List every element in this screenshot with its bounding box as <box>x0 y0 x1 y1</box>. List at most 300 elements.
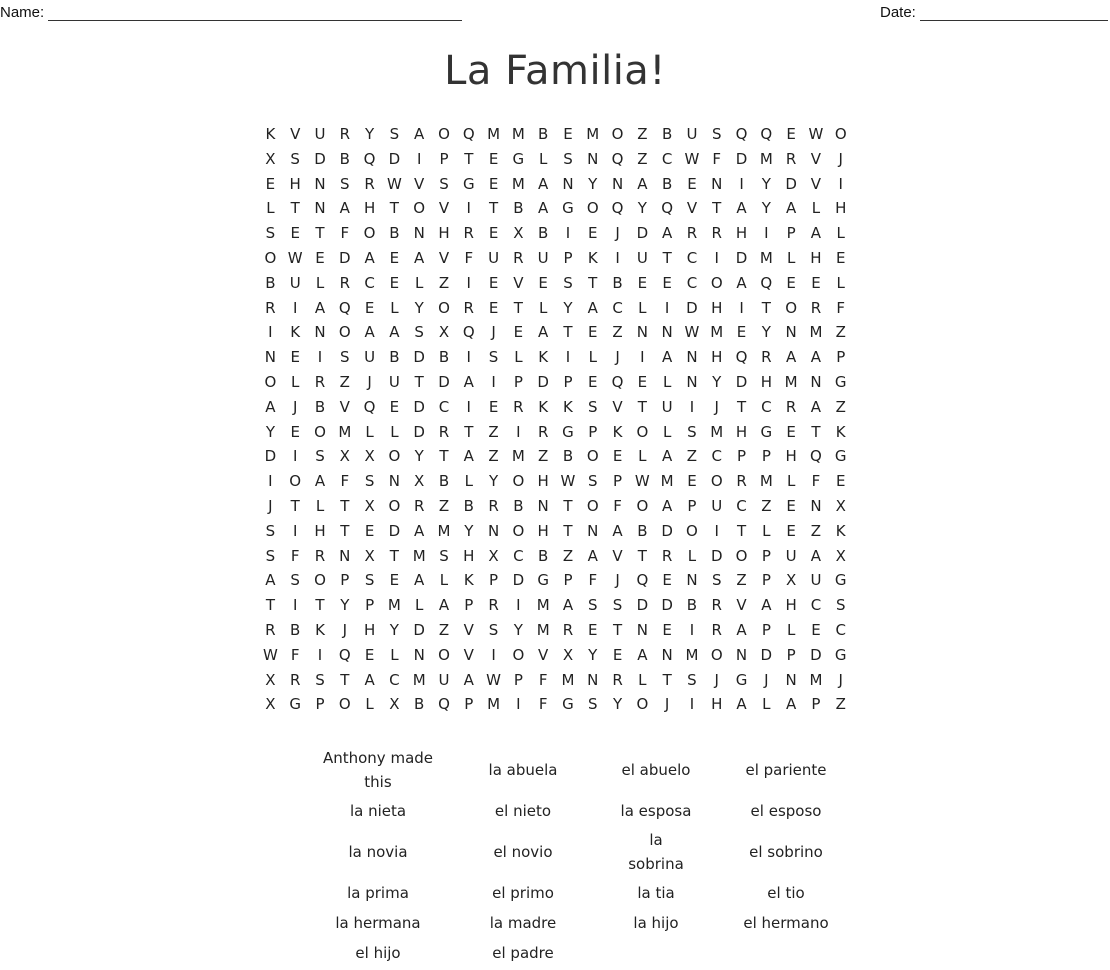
grid-letter-cell[interactable]: M <box>759 472 773 491</box>
grid-letter-cell[interactable]: K <box>290 323 301 342</box>
grid-letter-cell[interactable]: B <box>612 273 623 292</box>
grid-letter-cell[interactable]: E <box>588 224 598 243</box>
grid-letter-cell[interactable]: T <box>464 149 474 168</box>
grid-letter-cell[interactable]: G <box>760 422 773 441</box>
grid-letter-cell[interactable]: H <box>711 348 723 367</box>
grid-letter-cell[interactable]: T <box>414 372 424 391</box>
grid-letter-cell[interactable]: O <box>686 521 698 540</box>
grid-letter-cell[interactable]: D <box>735 149 748 168</box>
grid-letter-cell[interactable]: G <box>562 199 574 218</box>
grid-letter-cell[interactable]: R <box>364 174 375 193</box>
grid-letter-cell[interactable]: D <box>314 149 326 168</box>
grid-letter-cell[interactable]: Q <box>611 372 624 391</box>
grid-letter-cell[interactable]: E <box>588 620 598 639</box>
grid-letter-cell[interactable]: S <box>711 125 722 143</box>
grid-letter-cell[interactable]: P <box>489 571 499 590</box>
grid-letter-cell[interactable]: N <box>636 323 648 342</box>
grid-letter-cell[interactable]: T <box>290 199 300 218</box>
grid-letter-cell[interactable]: A <box>463 372 474 391</box>
grid-letter-cell[interactable]: L <box>638 298 647 317</box>
grid-letter-cell[interactable]: F <box>538 670 548 689</box>
grid-letter-cell[interactable]: B <box>438 348 450 367</box>
grid-letter-cell[interactable]: O <box>586 199 599 218</box>
grid-letter-cell[interactable]: Z <box>488 447 499 466</box>
grid-letter-cell[interactable]: M <box>710 323 724 342</box>
grid-letter-cell[interactable]: E <box>563 125 573 143</box>
grid-letter-cell[interactable]: I <box>764 224 769 243</box>
grid-letter-cell[interactable]: L <box>415 596 424 615</box>
grid-letter-cell[interactable]: J <box>268 496 273 515</box>
grid-letter-cell[interactable]: G <box>735 670 748 689</box>
grid-letter-cell[interactable]: O <box>735 546 748 565</box>
grid-letter-cell[interactable]: H <box>363 620 376 639</box>
grid-letter-cell[interactable]: I <box>292 521 298 540</box>
grid-letter-cell[interactable]: X <box>265 695 276 714</box>
grid-letter-cell[interactable]: J <box>714 670 719 689</box>
grid-letter-cell[interactable]: I <box>292 298 298 317</box>
grid-letter-cell[interactable]: O <box>388 447 401 466</box>
grid-letter-cell[interactable]: Q <box>363 397 376 416</box>
grid-letter-cell[interactable]: Q <box>735 348 748 367</box>
grid-letter-cell[interactable]: H <box>537 521 549 540</box>
grid-letter-cell[interactable]: X <box>265 149 276 168</box>
grid-letter-cell[interactable]: I <box>689 397 695 416</box>
grid-letter-cell[interactable]: H <box>711 298 723 317</box>
grid-letter-cell[interactable]: H <box>289 174 301 193</box>
grid-letter-cell[interactable]: D <box>785 174 797 193</box>
grid-letter-cell[interactable]: A <box>637 174 648 193</box>
grid-letter-cell[interactable]: E <box>315 248 325 267</box>
grid-letter-cell[interactable]: R <box>289 670 301 689</box>
grid-letter-cell[interactable]: P <box>786 645 796 664</box>
grid-letter-cell[interactable]: V <box>290 125 301 143</box>
grid-letter-cell[interactable]: I <box>664 298 670 317</box>
grid-letter-cell[interactable]: E <box>389 273 400 292</box>
grid-letter-cell[interactable]: S <box>265 546 276 565</box>
grid-letter-cell[interactable]: V <box>463 620 474 639</box>
grid-letter-cell[interactable]: G <box>289 695 301 714</box>
grid-letter-cell[interactable]: K <box>315 620 325 639</box>
grid-letter-cell[interactable]: I <box>466 397 471 416</box>
grid-letter-cell[interactable]: S <box>563 149 573 168</box>
grid-letter-cell[interactable]: F <box>613 496 622 515</box>
grid-letter-cell[interactable]: F <box>464 248 474 267</box>
grid-letter-cell[interactable]: A <box>810 224 822 243</box>
grid-letter-cell[interactable]: J <box>615 224 620 243</box>
grid-letter-cell[interactable]: I <box>268 323 273 342</box>
grid-letter-cell[interactable]: J <box>764 670 769 689</box>
grid-letter-cell[interactable]: Q <box>438 695 450 714</box>
grid-letter-cell[interactable]: H <box>785 447 797 466</box>
grid-letter-cell[interactable]: T <box>315 596 325 615</box>
grid-letter-cell[interactable]: Z <box>810 521 822 540</box>
grid-letter-cell[interactable]: R <box>413 496 425 515</box>
grid-letter-cell[interactable]: I <box>714 521 719 540</box>
grid-letter-cell[interactable]: R <box>562 620 574 639</box>
grid-letter-cell[interactable]: R <box>513 248 524 267</box>
grid-letter-cell[interactable]: Z <box>686 447 698 466</box>
grid-letter-cell[interactable]: R <box>711 596 722 615</box>
grid-letter-cell[interactable]: N <box>785 323 797 342</box>
grid-letter-cell[interactable]: E <box>488 149 499 168</box>
grid-letter-cell[interactable]: X <box>488 546 499 565</box>
grid-letter-cell[interactable]: L <box>786 620 796 639</box>
grid-letter-cell[interactable]: U <box>314 125 326 143</box>
grid-letter-cell[interactable]: B <box>538 224 549 243</box>
grid-letter-cell[interactable]: Z <box>438 496 450 515</box>
grid-letter-cell[interactable]: D <box>686 298 698 317</box>
grid-letter-cell[interactable]: A <box>761 596 772 615</box>
grid-letter-cell[interactable]: Z <box>637 125 648 143</box>
grid-letter-cell[interactable]: B <box>438 472 450 491</box>
grid-letter-cell[interactable]: N <box>611 174 624 193</box>
grid-letter-cell[interactable]: E <box>588 372 598 391</box>
grid-letter-cell[interactable]: A <box>587 546 598 565</box>
grid-letter-cell[interactable]: R <box>513 397 524 416</box>
grid-letter-cell[interactable]: P <box>365 596 375 615</box>
grid-letter-cell[interactable]: F <box>588 571 598 590</box>
grid-letter-cell[interactable]: A <box>612 521 623 540</box>
grid-letter-cell[interactable]: E <box>290 224 300 243</box>
grid-letter-cell[interactable]: E <box>687 174 697 193</box>
grid-letter-cell[interactable]: E <box>488 298 499 317</box>
grid-letter-cell[interactable]: O <box>586 496 599 515</box>
grid-letter-cell[interactable]: G <box>562 422 574 441</box>
grid-letter-cell[interactable]: D <box>636 596 649 615</box>
grid-letter-cell[interactable]: E <box>835 472 846 491</box>
grid-letter-cell[interactable]: I <box>317 348 323 367</box>
grid-letter-cell[interactable]: J <box>664 695 670 714</box>
grid-letter-cell[interactable]: S <box>389 125 400 143</box>
grid-letter-cell[interactable]: X <box>389 695 400 714</box>
grid-letter-cell[interactable]: H <box>760 372 772 391</box>
grid-letter-cell[interactable]: P <box>464 596 474 615</box>
grid-letter-cell[interactable]: P <box>836 348 846 367</box>
grid-letter-cell[interactable]: H <box>735 422 748 441</box>
grid-letter-cell[interactable]: D <box>413 397 425 416</box>
grid-letter-cell[interactable]: E <box>786 125 796 143</box>
grid-letter-cell[interactable]: S <box>290 571 300 590</box>
grid-letter-cell[interactable]: A <box>538 199 549 218</box>
grid-letter-cell[interactable]: R <box>488 496 499 515</box>
grid-letter-cell[interactable]: V <box>810 174 822 193</box>
grid-letter-cell[interactable]: R <box>314 546 326 565</box>
grid-letter-cell[interactable]: L <box>538 298 548 317</box>
grid-letter-cell[interactable]: S <box>265 521 276 540</box>
grid-letter-cell[interactable]: T <box>488 199 499 218</box>
grid-letter-cell[interactable]: L <box>390 422 399 441</box>
grid-letter-cell[interactable]: A <box>364 670 375 689</box>
grid-letter-cell[interactable]: U <box>810 571 822 590</box>
grid-letter-cell[interactable]: G <box>512 149 525 168</box>
grid-letter-cell[interactable]: E <box>364 645 375 664</box>
grid-letter-cell[interactable]: I <box>516 422 521 441</box>
grid-letter-cell[interactable]: A <box>810 546 822 565</box>
grid-letter-cell[interactable]: D <box>512 571 525 590</box>
grid-letter-cell[interactable]: L <box>762 521 771 540</box>
grid-letter-cell[interactable]: O <box>636 422 649 441</box>
grid-letter-cell[interactable]: R <box>463 298 474 317</box>
grid-letter-cell[interactable]: N <box>314 174 326 193</box>
grid-letter-cell[interactable]: X <box>339 447 350 466</box>
grid-letter-cell[interactable]: Y <box>414 298 424 317</box>
grid-letter-cell[interactable]: D <box>438 372 450 391</box>
grid-letter-cell[interactable]: K <box>563 397 573 416</box>
grid-letter-cell[interactable]: I <box>516 695 521 714</box>
grid-letter-cell[interactable]: D <box>388 149 401 168</box>
grid-letter-cell[interactable]: A <box>414 248 425 267</box>
grid-letter-cell[interactable]: O <box>512 645 525 664</box>
grid-letter-cell[interactable]: W <box>808 125 824 143</box>
grid-letter-cell[interactable]: A <box>587 298 598 317</box>
grid-letter-cell[interactable]: J <box>367 372 372 391</box>
grid-letter-cell[interactable]: Y <box>712 372 722 391</box>
grid-letter-cell[interactable]: O <box>438 125 450 143</box>
grid-letter-cell[interactable]: B <box>637 521 648 540</box>
grid-letter-cell[interactable]: R <box>785 397 797 416</box>
grid-letter-cell[interactable]: C <box>711 447 722 466</box>
grid-letter-cell[interactable]: M <box>437 521 451 540</box>
grid-letter-cell[interactable]: Q <box>636 571 649 590</box>
grid-letter-cell[interactable]: G <box>537 571 549 590</box>
grid-letter-cell[interactable]: P <box>761 447 771 466</box>
grid-letter-cell[interactable]: P <box>513 372 523 391</box>
grid-letter-cell[interactable]: L <box>415 273 424 292</box>
grid-letter-cell[interactable]: D <box>413 422 425 441</box>
grid-letter-cell[interactable]: K <box>538 397 549 416</box>
grid-letter-cell[interactable]: D <box>661 596 673 615</box>
grid-letter-cell[interactable]: D <box>810 645 822 664</box>
grid-letter-cell[interactable]: R <box>537 422 549 441</box>
grid-letter-cell[interactable]: E <box>835 248 846 267</box>
grid-letter-cell[interactable]: A <box>562 596 574 615</box>
grid-letter-cell[interactable]: R <box>265 298 276 317</box>
grid-letter-cell[interactable]: M <box>412 546 426 565</box>
grid-letter-cell[interactable]: E <box>786 422 796 441</box>
grid-letter-cell[interactable]: Q <box>462 323 475 342</box>
grid-letter-cell[interactable]: Q <box>462 125 475 143</box>
grid-letter-cell[interactable]: J <box>342 620 347 639</box>
grid-letter-cell[interactable]: R <box>339 273 350 292</box>
grid-letter-cell[interactable]: M <box>511 125 525 143</box>
grid-letter-cell[interactable]: D <box>760 645 773 664</box>
grid-letter-cell[interactable]: B <box>538 546 549 565</box>
grid-letter-cell[interactable]: O <box>785 298 798 317</box>
grid-letter-cell[interactable]: S <box>835 596 846 615</box>
grid-letter-cell[interactable]: L <box>786 472 796 491</box>
grid-letter-cell[interactable]: C <box>686 273 698 292</box>
grid-letter-cell[interactable]: B <box>290 620 301 639</box>
grid-letter-cell[interactable]: A <box>810 397 822 416</box>
grid-letter-cell[interactable]: T <box>340 521 350 540</box>
grid-letter-cell[interactable]: M <box>809 323 823 342</box>
grid-letter-cell[interactable]: E <box>588 323 598 342</box>
grid-letter-cell[interactable]: R <box>488 596 499 615</box>
grid-letter-cell[interactable]: O <box>363 224 376 243</box>
grid-letter-cell[interactable]: O <box>338 695 351 714</box>
grid-letter-cell[interactable]: H <box>810 248 822 267</box>
grid-letter-cell[interactable]: D <box>537 372 549 391</box>
grid-letter-cell[interactable]: E <box>364 521 375 540</box>
grid-letter-cell[interactable]: R <box>463 224 474 243</box>
grid-letter-cell[interactable]: I <box>292 447 298 466</box>
grid-letter-cell[interactable]: O <box>314 422 326 441</box>
grid-letter-cell[interactable]: K <box>265 125 276 143</box>
grid-letter-cell[interactable]: I <box>416 149 422 168</box>
grid-letter-cell[interactable]: D <box>735 248 748 267</box>
grid-letter-cell[interactable]: E <box>786 496 796 515</box>
grid-letter-cell[interactable]: N <box>587 521 599 540</box>
grid-letter-cell[interactable]: N <box>661 323 673 342</box>
grid-letter-cell[interactable]: L <box>662 372 672 391</box>
grid-letter-cell[interactable]: O <box>710 472 723 491</box>
grid-letter-cell[interactable]: S <box>439 546 449 565</box>
grid-letter-cell[interactable]: S <box>563 273 573 292</box>
grid-letter-cell[interactable]: C <box>761 397 772 416</box>
grid-letter-cell[interactable]: L <box>638 447 647 466</box>
grid-letter-cell[interactable]: T <box>340 496 350 515</box>
grid-letter-cell[interactable]: Z <box>538 447 549 466</box>
grid-letter-cell[interactable]: S <box>439 174 449 193</box>
grid-letter-cell[interactable]: S <box>488 348 499 367</box>
grid-letter-cell[interactable]: X <box>835 546 846 565</box>
grid-letter-cell[interactable]: T <box>563 323 573 342</box>
grid-letter-cell[interactable]: N <box>487 521 500 540</box>
grid-letter-cell[interactable]: H <box>711 695 723 714</box>
grid-letter-cell[interactable]: E <box>662 620 672 639</box>
grid-letter-cell[interactable]: I <box>292 596 298 615</box>
grid-letter-cell[interactable]: X <box>364 496 375 515</box>
grid-letter-cell[interactable]: F <box>340 472 350 491</box>
grid-letter-cell[interactable]: C <box>686 248 698 267</box>
grid-letter-cell[interactable]: H <box>537 472 549 491</box>
grid-letter-cell[interactable]: P <box>315 695 325 714</box>
grid-letter-cell[interactable]: D <box>661 521 673 540</box>
grid-letter-cell[interactable]: N <box>264 348 277 367</box>
grid-letter-cell[interactable]: R <box>612 670 623 689</box>
grid-letter-cell[interactable]: L <box>836 273 845 292</box>
grid-letter-cell[interactable]: I <box>615 248 620 267</box>
grid-letter-cell[interactable]: C <box>736 496 747 515</box>
grid-letter-cell[interactable]: I <box>516 596 521 615</box>
grid-letter-cell[interactable]: U <box>711 496 723 515</box>
grid-letter-cell[interactable]: O <box>338 323 351 342</box>
grid-letter-cell[interactable]: A <box>463 670 474 689</box>
grid-letter-cell[interactable]: Y <box>265 422 275 441</box>
grid-letter-cell[interactable]: A <box>265 397 276 416</box>
grid-letter-cell[interactable]: Z <box>637 149 648 168</box>
grid-letter-cell[interactable]: F <box>836 298 846 317</box>
grid-letter-cell[interactable]: W <box>560 472 576 491</box>
grid-letter-cell[interactable]: L <box>390 298 399 317</box>
grid-letter-cell[interactable]: O <box>314 571 326 590</box>
grid-letter-cell[interactable]: R <box>810 298 822 317</box>
grid-letter-cell[interactable]: V <box>612 397 623 416</box>
grid-letter-cell[interactable]: A <box>637 645 648 664</box>
grid-letter-cell[interactable]: T <box>563 521 573 540</box>
grid-letter-cell[interactable]: B <box>686 596 698 615</box>
grid-letter-cell[interactable]: N <box>339 546 351 565</box>
grid-letter-cell[interactable]: N <box>686 348 698 367</box>
grid-letter-cell[interactable]: I <box>689 695 695 714</box>
grid-letter-cell[interactable]: C <box>389 670 400 689</box>
grid-letter-cell[interactable]: B <box>414 695 425 714</box>
grid-letter-cell[interactable]: D <box>388 521 401 540</box>
grid-letter-cell[interactable]: T <box>389 199 399 218</box>
grid-letter-cell[interactable]: M <box>511 174 525 193</box>
grid-letter-cell[interactable]: A <box>662 348 673 367</box>
grid-letter-cell[interactable]: E <box>786 273 796 292</box>
grid-letter-cell[interactable]: C <box>612 298 623 317</box>
grid-letter-cell[interactable]: I <box>739 174 744 193</box>
grid-letter-cell[interactable]: A <box>339 199 350 218</box>
grid-letter-cell[interactable]: Q <box>363 149 376 168</box>
name-blank-line[interactable] <box>48 6 462 21</box>
grid-letter-cell[interactable]: R <box>761 348 772 367</box>
grid-letter-cell[interactable]: S <box>364 472 375 491</box>
grid-letter-cell[interactable]: M <box>511 447 525 466</box>
grid-letter-cell[interactable]: M <box>784 372 798 391</box>
grid-letter-cell[interactable]: T <box>315 224 325 243</box>
grid-letter-cell[interactable]: P <box>563 248 573 267</box>
grid-letter-cell[interactable]: C <box>513 546 524 565</box>
grid-letter-cell[interactable]: A <box>414 125 425 143</box>
grid-letter-cell[interactable]: A <box>438 596 450 615</box>
grid-letter-cell[interactable]: K <box>538 348 549 367</box>
grid-letter-cell[interactable]: A <box>810 348 822 367</box>
grid-letter-cell[interactable]: U <box>686 125 698 143</box>
grid-letter-cell[interactable]: U <box>636 248 648 267</box>
grid-letter-cell[interactable]: X <box>562 645 574 664</box>
grid-letter-cell[interactable]: U <box>289 273 301 292</box>
grid-letter-cell[interactable]: R <box>661 546 673 565</box>
grid-letter-cell[interactable]: L <box>638 670 647 689</box>
grid-letter-cell[interactable]: G <box>462 174 475 193</box>
grid-letter-cell[interactable]: N <box>686 571 698 590</box>
grid-letter-cell[interactable]: E <box>736 323 747 342</box>
grid-letter-cell[interactable]: W <box>486 670 501 689</box>
grid-letter-cell[interactable]: L <box>762 695 771 714</box>
grid-letter-cell[interactable]: A <box>736 620 747 639</box>
grid-letter-cell[interactable]: A <box>786 695 797 714</box>
grid-letter-cell[interactable]: A <box>662 224 673 243</box>
grid-letter-cell[interactable]: P <box>811 695 821 714</box>
grid-letter-cell[interactable]: G <box>834 372 847 391</box>
grid-letter-cell[interactable]: T <box>662 248 672 267</box>
grid-letter-cell[interactable]: C <box>438 397 450 416</box>
grid-letter-cell[interactable]: T <box>563 496 573 515</box>
grid-letter-cell[interactable]: G <box>562 695 574 714</box>
grid-letter-cell[interactable]: L <box>266 199 275 218</box>
grid-letter-cell[interactable]: E <box>265 174 276 193</box>
grid-letter-cell[interactable]: M <box>809 670 823 689</box>
grid-letter-cell[interactable]: D <box>339 248 351 267</box>
grid-letter-cell[interactable]: L <box>786 248 796 267</box>
grid-letter-cell[interactable]: W <box>262 645 278 664</box>
grid-letter-cell[interactable]: C <box>835 620 846 639</box>
grid-letter-cell[interactable]: L <box>687 546 697 565</box>
grid-letter-cell[interactable]: P <box>613 472 623 491</box>
grid-letter-cell[interactable]: R <box>736 472 747 491</box>
grid-letter-cell[interactable]: Z <box>438 620 450 639</box>
grid-letter-cell[interactable]: H <box>735 224 748 243</box>
date-field[interactable] <box>880 4 1108 21</box>
grid-letter-cell[interactable]: M <box>536 620 550 639</box>
grid-letter-cell[interactable]: L <box>390 645 399 664</box>
grid-letter-cell[interactable]: T <box>265 596 275 615</box>
grid-letter-cell[interactable]: N <box>314 199 326 218</box>
grid-letter-cell[interactable]: M <box>685 645 699 664</box>
